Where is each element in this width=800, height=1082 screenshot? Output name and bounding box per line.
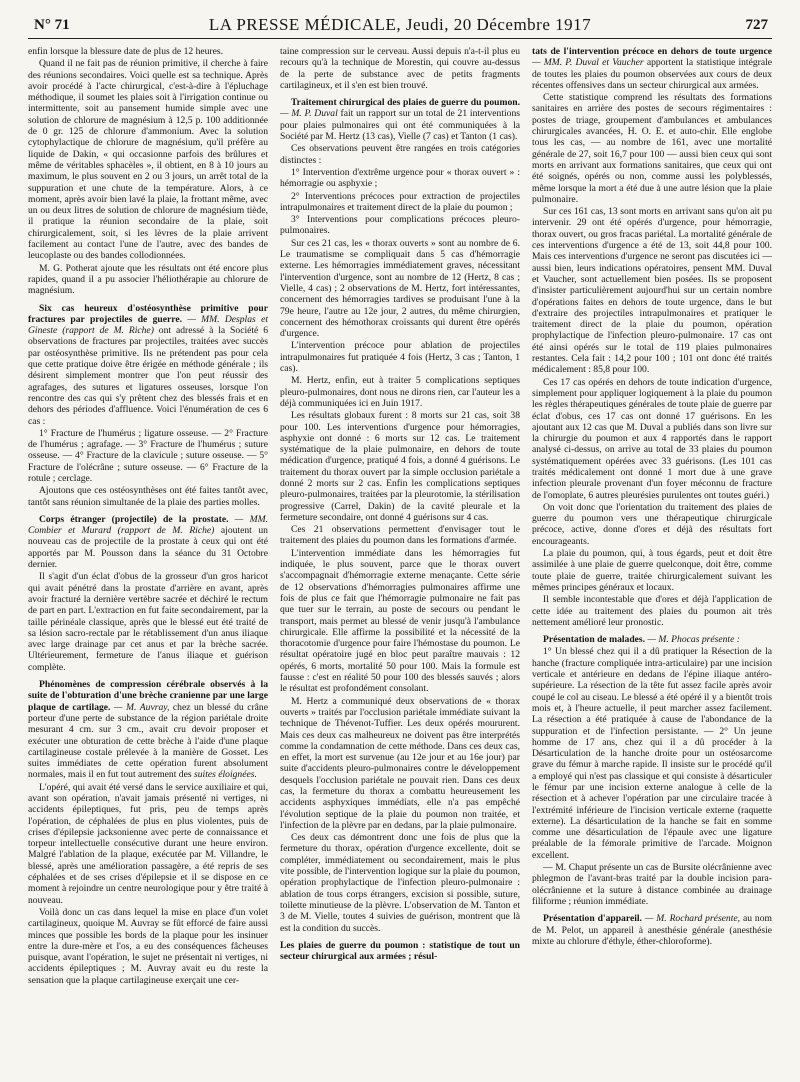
section-authors: — M. Auvray, xyxy=(114,701,170,713)
paragraph: L'opéré, qui avait été versé dans le service auxiliaire et qui, avant son opération, n'avait jamais présenté ni vertiges, ni accidents épileptiques, fut pris, peu de temps après l'opération, de céphalées de plus en plus violentes, puis de crises d'épilepsie jacksonienne avec perte de connaissance et torpeur intellectuelle consécutive durant une heure environ. Malgré l'ablation de la plaque, exécutée par M. Villandre, le blessé, après une amélioration passagère, a été repris de ses céphalées et de ses crises d'épilepsie et il se dispose en ce moment à rejoindre un centre neurologique pour y être traité à nouveau. xyxy=(28,781,268,906)
column-left xyxy=(28,46,268,1074)
paragraph: M. Hertz a communiqué deux observations de « thorax ouverts » traités par l'occlusion pariétale immédiate suivant la technique de Thévenot-Tuffier. Les deux opérés moururent. Mais ces deux cas malheureux ne doivent pas être interprétés comme la condamnation de cette méthode. Dans ces deux cas, en effet, la mort est survenue (au 12e jour et au 16e jour) par suite d'accidents pleuro-pulmonaires contre le développement desquels l'occlusion pariétale ne pouvait rien. Dans ces deux cas, la fermeture du thorax a combattu heureusement les accidents asphyxiques immédiats, elle n'a pas empêché l'évolution septique de la plaie du poumon non traitée, et l'infection de la plèvre par en dedans, par la plaie pulmonaire. xyxy=(280,695,520,831)
paragraph: Ces deux cas démontrent donc une fois de plus que la fermeture du thorax, opération d'urgence excellente, doit se compléter, immédiatement ou secondairement, mais le plus vite possible, de l'intervention logique sur la plaie du poumon, opération prophylactique de l'infection pleuro-pulmonaire : ablation de tous corps étrangers, excision si possible, suture, toilette minutieuse de la plèvre. L'observation de M. Tanton et 3 de M. Vielle, toutes 4 suivies de guérison, montrent que là est la condition du succès. xyxy=(280,832,520,934)
section-heading: Traitement chirurgical des plaies de guerre du poumon. xyxy=(291,97,520,109)
paragraph: On voit donc que l'orientation du traitement des plaies de guerre du poumon vers une thérapeutique chirurgicale précoce, active, donne d'ores et déjà des résultats fort encourageants. xyxy=(532,501,772,547)
text-columns xyxy=(28,46,772,1074)
section-heading: tats de l'intervention précoce en dehors de toute urgence xyxy=(532,46,772,57)
paragraph: Il semble incontestable que d'ores et déjà l'application de cette idée au traitement des plaies du poumon ait très nettement amélioré leur pronostic. xyxy=(532,594,772,628)
section-authors: — M. Phocas présente : xyxy=(647,634,740,646)
column-right xyxy=(532,46,772,1074)
section-authors: — MM. P. Duval et Vaucher xyxy=(532,57,644,69)
paragraph: — M. Chaput présente un cas de Bursite olécrânienne avec phlegmon de l'avant-bras traité par la double incision para-olécrânienne et la suture à distance combinée au drainage filiforme ; réunion immédiate. xyxy=(532,862,772,907)
paragraph: L'intervention précoce pour ablation de projectiles intrapulmonaires fut pratiquée 4 fois (Hertz, 3 cas ; Tanton, 1 cas). xyxy=(280,340,520,375)
paragraph: enfin lorsque la blessure date de plus de 12 heures. xyxy=(28,46,224,57)
section-statistique-continued xyxy=(532,46,772,91)
paragraph: 1° Un blessé chez qui il a dû pratiquer la Résection de la hanche (fracture compliquée intra-articulaire) par une incision verticale et antérieure en dedans de l'épine iliaque antéro-supérieure. La résection de la tête fut assez facile après avoir coupé le col au ciseau. Le blessé a été opéré il y a bientôt trois mois et, à l'heure actuelle, il peut marcher assez facilement. La résection a été pratiquée à cause de l'abondance de la suppuration et de l'infection persistante. — 2° Un jeune homme de 17 ans, chez qui il a dû procéder à la Désarticulation de la hanche droite pour un ostéosarcome grave du fémur à marche rapide. Il insiste sur le procédé qu'il a employé qui n'est pas classique et qui consiste à désarticuler le fémur par une incision externe analogue à celle de la résection et à achever l'opération par une circulaire tracée à l'extrémité inférieure de l'incision verticale externe (raquette externe). La désarticulation de la hanche se fait en somme comme une désarticulation de l'épaule avec une ligature préalable de la fémorale primitive de l'arcade. Moignon excellent. xyxy=(532,646,772,861)
issue-number: N° 71 xyxy=(34,17,70,33)
page-number: 727 xyxy=(745,17,768,33)
paragraph: M. Hertz, enfin, eut à traiter 5 complications septiques pleuro-pulmonaires, dont nous ne dirons rien, car l'auteur les a déjà communiquées ici en Juin 1917. xyxy=(280,375,520,409)
section-text: ajoutent un nouveau cas de projectile de la prostate à ceux qui ont été apportés par M. Pousson dans la séance du 31 Octobre dernier. xyxy=(28,525,268,571)
section-presentation-appareil xyxy=(532,913,772,947)
section-prostate xyxy=(28,514,268,570)
section-plaies-poumon xyxy=(280,97,520,142)
paragraph: Ces 17 cas opérés en dehors de toute indication d'urgence, simplement pour appliquer logiquement à la plaie du poumon les règles thérapeutiques générales de toute plaie de guerre par éclat d'obus, ces 17 cas ont donné 17 guérisons. En les ajoutant aux 12 cas que M. Duval a publiés dans son livre sur la chirurgie du poumon et aux 4 rapportés dans le rapport analysé ci-dessus, on arrive au total de 33 plaies du poumon systématiquement opérées avec 33 guérisons. (Les 101 cas traités médicalement ont donné 1 mort due à une grave infection pleurale provenant d'un foyer méconnu de fracture de l'omoplate, 6 autres pleurésies purulentes ont toutes guéri.) xyxy=(532,376,772,501)
section-text: chez un blessé du crâne porteur d'une perte de substance de la région pariétale droite mesurant 4 cm. sur 3 cm., avait cru devoir proposer et exécuter une obturation de cette brèche à l'aide d'une plaque cartilagineuse costale prélevée à la manière de Gosset. Les suites immédiates de cette opération furent absolument normales, mais il en fut tout autrement des xyxy=(28,701,268,781)
paragraph: Voilà donc un cas dans lequel la mise en place d'un volet cartilagineux, quoique M. Auvray se fût efforcé de faire aussi minces que possible les bords de la plaque pour les insinuer entre la dure-mère et l'os, a eu des conséquences fâcheuses puisque, avant l'opération, le sujet ne présentait ni vertiges, ni accidents épileptiques ; M. Auvray avait eu du reste la sensation que la plaque cartilagineuse exerçait une cer- xyxy=(28,906,268,986)
page-header xyxy=(28,12,772,39)
list-item: 3° Interventions pour complications précoces pleuro-pulmonaires. xyxy=(280,214,520,237)
column-middle xyxy=(280,46,520,1074)
section-authors: — MM. Combier et Murard (rapport de M. Riche) xyxy=(28,513,268,537)
paragraph: L'intervention immédiate dans les hémorragies fut indiquée, le plus souvent, parce que le thorax ouvert s'accompagnait d'hémorragie externe menaçante. Cette série de 12 observations d'hémorragies pulmonaires affirme une fois de plus ce fait que l'hémorragie pulmonaire ne fait pas que tuer sur le terrain, au poste de secours ou pendant le transport, mais permet au blessé de venir jusqu'à l'ambulance chirurgicale. Elle affirme la possibilité et la nécessité de la thoracotomie d'urgence pour faire l'hémostase du poumon. Le résultat opératoire jugé en bloc peut paraître mauvais : 12 opérés, 6 morts, mortalité 50 pour 100. Mais la formule est fausse : c'est en réalité 50 pour 100 des blessés sauvés ; alors le résultat est profondément consolant. xyxy=(280,547,520,695)
paragraph: M. G. Potherat ajoute que les résultats ont été encore plus rapides, quand il a pu associer l'héliothérapie au chlorure de magnésium. xyxy=(28,262,268,297)
paragraph: taine compression sur le cerveau. Aussi depuis n'a-t-il plus eu recours qu'à la technique de Morestin, qui couvre au-dessus de la perte de substance avec de petits fragments cartilagineux, et il s'en est bien trouvé. xyxy=(280,46,520,91)
section-heading: Corps étranger (projectile) de la prostate. xyxy=(39,513,229,525)
section-heading: Présentation de malades. xyxy=(543,634,646,646)
list-item: 1° Intervention d'extrême urgence pour « thorax ouvert » : hémorragie ou asphyxie ; xyxy=(280,166,520,190)
paragraph: Sur ces 21 cas, les « thorax ouverts » sont au nombre de 6. Le traumatisme se compliquait dans 5 cas d'hémorragie externe. Les hémorragies immédiatement graves, nécessitant l'intervention d'urgence, sont au nombre de 12 (Hertz, 8 cas ; Vielle, 4 cas) ; 2 observations de M. Hertz, fort intéressantes, concernent des hémorragies tardives se produisant l'une à la 79e heure, l'autre au 12e jour, 2 autres, du même chirurgien, concernent des hémothorax croissants qui durent être opérés d'urgence. xyxy=(280,237,520,340)
section-authors: — M. Rochard présente, xyxy=(644,913,741,925)
paragraph: La plaie du poumon, qui, à tous égards, peut et doit être assimilée à une plaie de guerre quelconque, doit être, comme toute plaie de guerre, traitée chirurgicalement suivant les mêmes principes généraux et locaux. xyxy=(532,548,772,593)
paragraph: Les résultats globaux furent : 8 morts sur 21 cas, soit 38 pour 100. Les interventions d'urgence pour hémorragies, asphyxie ont donné : 6 morts sur 12 cas. Le traitement systématique de la plaie pulmonaire, en dehors de toute médication d'urgence, pratiqué 4 fois, a donné 4 guérisons. Le traitement du thorax ouvert par la simple occlusion pariétale a donné 2 morts sur 2 cas. Enfin les complications septiques pleuro-pulmonaires, traitées par la pleurotomie, la stérilisation progressive (Carrel, Dakin) de la cavité pleurale et la fermeture secondaire, ont donné 4 guérisons sur 4 cas. xyxy=(280,410,520,523)
section-presentation-malades xyxy=(532,634,772,645)
paragraph: Ces observations peuvent être rangées en trois catégories distinctes : xyxy=(280,143,520,166)
paragraph: Ces 21 observations permettent d'envisager tout le traitement des plaies du poumon dans les formations d'armée. xyxy=(280,524,520,547)
paragraph: Ajoutons que ces ostéosynthèses ont été faites tantôt avec, tantôt sans réunion simultanée de la plaie des parties molles. xyxy=(28,485,268,508)
section-text: ont adressé à la Société 6 observations de fractures par projectiles, traitées avec succès par ostéosynthèse primitive. Ils ne prétendent pas pour cela que cette pratique doive être érigée en méthode générale ; ils désirent simplement montrer que l'on peut réussir des agrafages, des sutures et ligatures osseuses, lorsque l'on rencontre des cas qui s'y prêtent chez des blessés frais et en dehors des périodes d'affluence. Voici l'énumération de ces 6 cas : xyxy=(28,325,268,427)
section-osteosynthese xyxy=(28,303,268,427)
paragraph: Sur ces 161 cas, 13 sont morts en arrivant sans qu'on ait pu intervenir. 29 ont été opérés d'urgence, pour hémorragie, thorax ouvert, ou gros fracas pariétal. La mortalité générale de ces interventions d'urgence a été de 13, soit 44,8 pour 100. Mais ces interventions d'urgence ne seront pas discutées ici — aussi bien, leurs indications opératoires, pensent MM. Duval et Vaucher, sont actuellement bien posées. Ils se proposent d'insister particulièrement aujourd'hui sur un certain nombre d'opérations faites en dehors de toute urgence, dans le but d'extraire des projectiles intrapulmonaires et pratiquer le traitement direct de la plaie du poumon, opération prophylactique de l'infection pleuro-pulmonaire. 17 cas ont été ainsi opérés sur le total de 119 plaies pulmonaires restantes. Cela fait : 14,2 pour 100 ; 101 ont donc été traités médicalement : 85,8 pour 100. xyxy=(532,206,772,376)
section-heading: Phénomènes de compression cérébrale observés à la suite de l'obturation d'une brèche cranienne par une large plaque de cartilage. xyxy=(28,679,268,713)
section-authors: — M. P. Duval xyxy=(280,108,338,120)
section-heading: Six cas heureux d'ostéosynthèse primitive pour fractures par projectiles de guerre. xyxy=(28,302,268,325)
list-item: 2° Interventions précoces pour extraction de projectiles intrapulmonaires et traitement direct de la plaie du poumon ; xyxy=(280,190,520,213)
section-text: apportent la statistique intégrale de toutes les plaies du poumon observées aux cours de deux récentes offensives dans un secteur chirurgical aux armées. xyxy=(532,57,772,91)
section-text-italic: suites éloignées. xyxy=(194,769,257,781)
section-authors: — MM. Desplas et Gineste (rapport de M. Riche) xyxy=(28,313,268,337)
section-heading: Présentation d'appareil. xyxy=(543,913,642,925)
section-text: au nom de M. Pelot, un appareil à anesthésie générale (anesthésie mixte au chlorure d'éthyle, éther-chloroforme). xyxy=(532,913,772,947)
paragraph: 1° Fracture de l'humérus ; ligature osseuse. — 2° Fracture de l'humérus ; agrafage. — 3° Fracture de l'humérus ; suture osseuse. — 4° Fracture de la clavicule ; suture osseuse. — 5° Fracture de l'olécrâne ; suture osseuse. — 6° Fracture de la rotule ; cerclage. xyxy=(28,427,268,484)
section-heading-statistique: Les plaies de guerre du poumon : statistique de tout un secteur chirurgical aux armées ; résul- xyxy=(280,939,520,963)
section-compression-cerebrale xyxy=(28,679,268,781)
paragraph: Il s'agit d'un éclat d'obus de la grosseur d'un gros haricot qui avait pénétré dans la prostate d'arrière en avant, après avoir fracturé la dernière vertèbre sacrée et déchiré le rectum de part en part. L'extraction en fut faite secondairement, par la taille périnéale classique, après que le blessé eut été traité de sa lésion sacro-rectale par le rétablissement d'un anus iliaque avec large drainage par cet anus et par la brèche sacrée. Ultérieurement, fermeture de l'anus iliaque et guérison complète. xyxy=(28,571,268,673)
section-text: fait un rapport sur un total de 21 interventions pour plaies pulmonaires qui ont été communiquées à la Société par M. Hertz (13 cas), Vielle (7 cas) et Tanton (1 cas). xyxy=(280,108,520,143)
paragraph: Cette statistique comprend les résultats des formations sanitaires en arrière des postes de secours régimentaires : postes de triage, groupement d'ambulances et ambulances chirurgicales avancées, H. O. E. et auto-chir. Elle englobe tous les cas, — au nombre de 161, avec une mortalité générale de 27, soit 16,7 pour 100 — aussi bien ceux qui sont morts en arrivant aux formations sanitaires, que ceux qui ont été soignés, opérés ou non, comme aussi les polyblessés, même lorsque la mort a été due à une autre lésion que la plaie pulmonaire. xyxy=(532,92,772,205)
running-title: LA PRESSE MÉDICALE, Jeudi, 20 Décembre 1917 xyxy=(208,15,592,34)
paragraph: Quand il ne fait pas de réunion primitive, il cherche à faire des réunions secondaires. Voici quelle est sa technique. Après avoir procédé à l'acte chirurgical, c'est-à-dire à l'épluchage méthodique, il soumet les plaies soit à l'irrigation continue ou intermittente, soit au pansement humide simple avec une solution de chlorure de magnésium à 12,5 p. 100 additionnée de 0 gr. 125 de chlorure d'ammonium. Avec la solution cytophylactique de chlorure de magnésium, qu'il préfère au liquide de Dakin, « qui occasionne parfois des brûlures et même de véritables sphacèles », il obtient, en 8 à 10 jours au maximum, le plus souvent en 2 ou 3 jours, un arrêt total de la suppuration et une chute de la température. Alors, à ce moment, après avoir bien lavé la plaie, la frottant même, avec un ou deux litres de solution de chlorure de magnésium tiède, il pratique la réunion secondaire de la plaie, soit chirurgicalement, soit, si les lèvres de la plaie arrivent facilement au contact l'une de l'autre, avec des bandes de leucoplaste ou des bandes collodionnées. xyxy=(28,58,268,262)
